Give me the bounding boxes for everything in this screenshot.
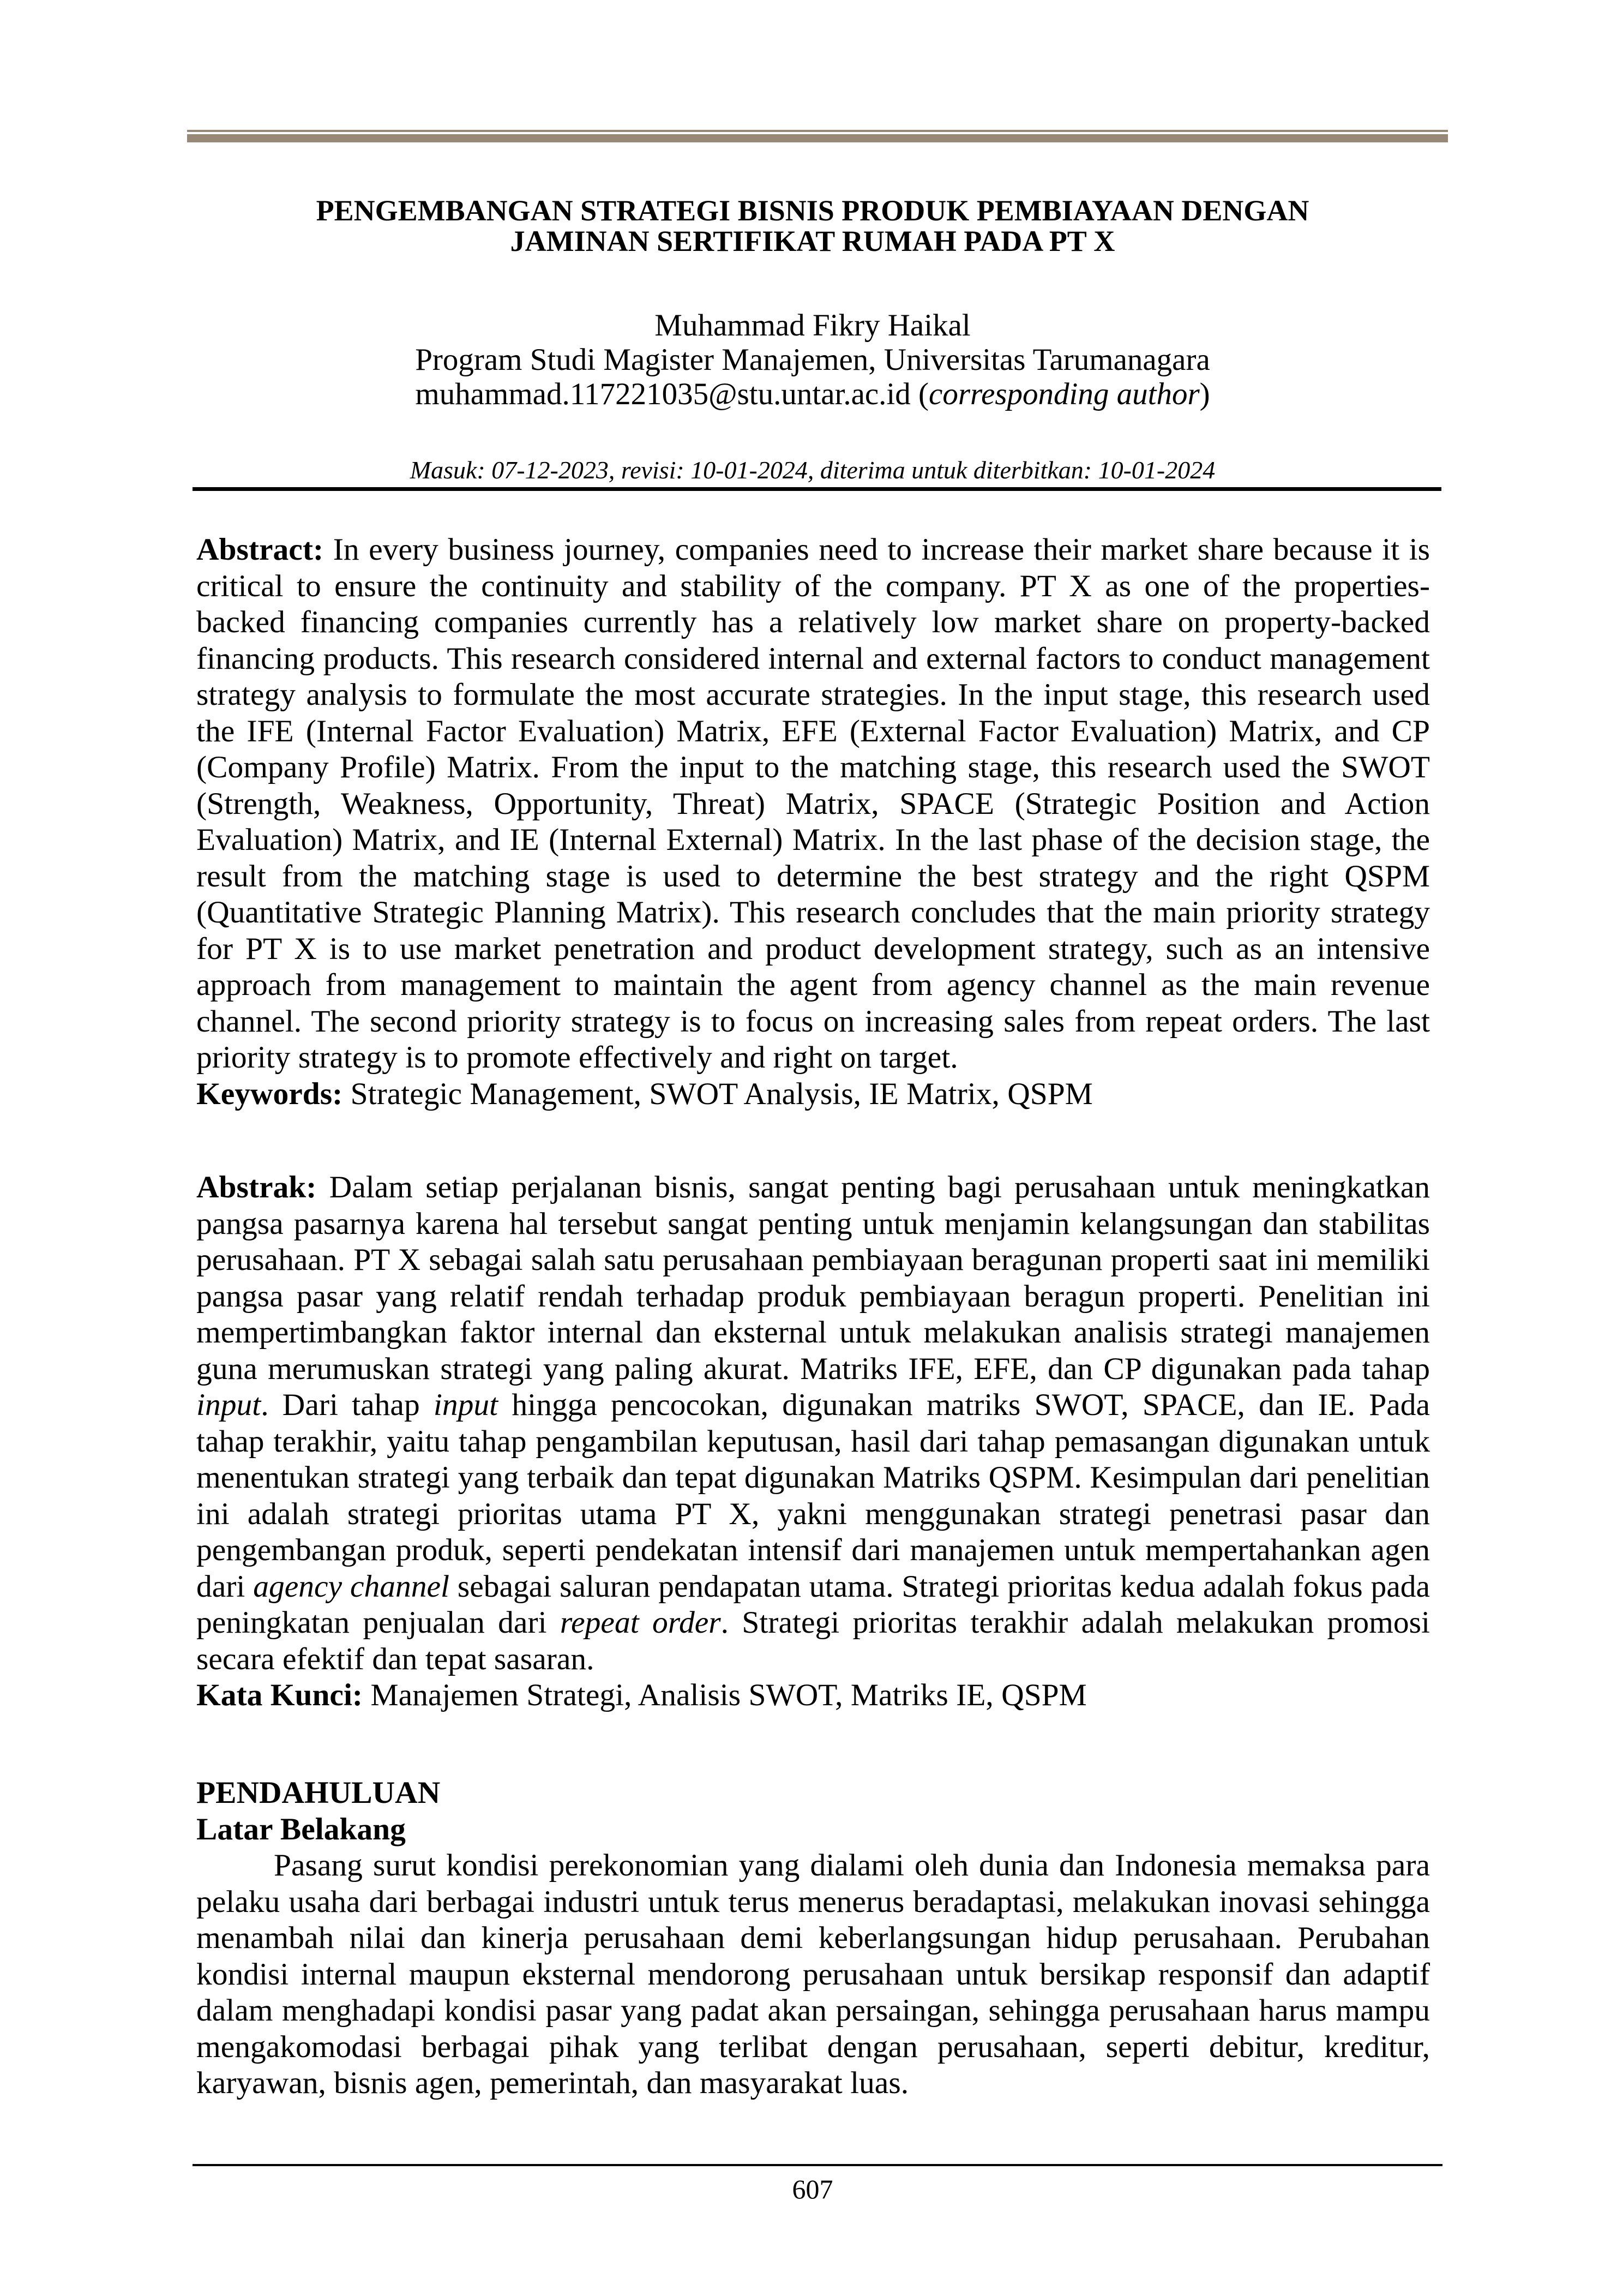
page-number: 607 (792, 2174, 833, 2204)
abstrak-segment: . Dari tahap (261, 1388, 434, 1422)
keywords-value: Strategic Management, SWOT Analysis, IE Matrix, QSPM (350, 1076, 1093, 1111)
header-rule-thick (187, 134, 1448, 142)
author-affiliation: Program Studi Magister Manajemen, Universitas Tarumanagara (415, 343, 1210, 377)
kata-kunci-value: Manajemen Strategi, Analisis SWOT, Matriks IE, QSPM (370, 1678, 1087, 1712)
abstract-body: In every business journey, companies need to increase their market share because it is critical to ensure the continuity and stability of the company. PT X as one of the properties-backed financing companies currently has a relatively low market share on property-backed financing products. This research considered internal and external factors to conduct management strategy analysis to formulate the most accurate strategies. In the input stage, this research used the IFE (Internal Factor Evaluation) Matrix, EFE (External Factor Evaluation) Matrix, and CP (Company Profile) Matrix. From the input to the matching stage, this research used the SWOT (Strength, Weakness, Opportunity, Threat) Matrix, SPACE (Strategic Position and Action Evaluation) Matrix, and IE (Internal External) Matrix. In the last phase of the decision stage, the result from the matching stage is used to determine the best strategy and the right QSPM (Quantitative Strategic Planning Matrix). This research concludes that the main priority strategy for PT X is to use market penetration and product development strategy, such as an intensive approach from management to maintain the agent from agency channel as the main revenue channel. The second priority strategy is to focus on increasing sales from repeat orders. The last priority strategy is to promote effectively and right on target. (196, 532, 1430, 1075)
abstract-english (196, 532, 1430, 1112)
author-email[interactable]: muhammad.117221035@stu.untar.ac.id (415, 377, 911, 411)
italic-term: repeat order (560, 1605, 721, 1640)
abstract-indonesian (196, 1170, 1430, 1714)
dates-rule (193, 487, 1441, 491)
subsection-heading: Latar Belakang (196, 1812, 406, 1847)
kata-kunci-label: Kata Kunci: (196, 1678, 363, 1712)
header-rule-thin (187, 130, 1448, 132)
introduction-section (196, 1775, 1430, 2102)
abstract-label: Abstract: (196, 532, 324, 567)
abstrak-label: Abstrak: (196, 1170, 317, 1204)
abstract-english-text (196, 532, 1430, 1076)
paper-title (196, 195, 1429, 256)
intro-paragraph: Pasang surut kondisi perekonomian yang dialami oleh dunia dan Indonesia memaksa para pelaku usaha dari berbagai industri untuk terus menerus beradaptasi, melakukan inovasi sehingga menambah nilai dan kinerja perusahaan demi keberlangsungan hidup perusahaan. Perubahan kondisi internal maupun eksternal mendorong perusahaan untuk bersikap responsif dan adaptif dalam menghadapi kondisi pasar yang padat akan persaingan, sehingga perusahaan harus mampu mengakomodasi berbagai pihak yang terlibat dengan perusahaan, seperti debitur, kreditur, karyawan, bisnis agen, pemerintah, dan masyarakat luas. (196, 1848, 1430, 2100)
footer-rule (193, 2164, 1442, 2166)
keywords-line (196, 1076, 1430, 1113)
italic-term: agency channel (253, 1569, 449, 1604)
section-heading: PENDAHULUAN (196, 1776, 441, 1810)
italic-term: input (196, 1388, 261, 1422)
paper-title-line-2: JAMINAN SERTIFIKAT RUMAH PADA PT X (510, 225, 1115, 257)
abstrak-body (196, 1170, 1430, 1676)
abstrak-segment: Dalam setiap perjalanan bisnis, sangat penting bagi perusahaan untuk meningkatkan pangsa pasarnya karena hal tersebut sangat penting untuk menjamin kelangsungan dan stabilitas perusahaan. PT X sebagai salah satu perusahaan pembiayaan beragunan properti saat ini memiliki pangsa pasar yang relatif rendah terhadap produk pembiayaan beragun properti. Penelitian ini mempertimbangkan faktor internal dan eksternal untuk melakukan analisis strategi manajemen guna merumuskan strategi yang paling akurat. Matriks IFE, EFE, dan CP digunakan pada tahap (196, 1170, 1430, 1386)
submission-dates: Masuk: 07-12-2023, revisi: 10-01-2024, diterima untuk diterbitkan: 10-01-2024 (410, 456, 1216, 484)
author-email-line: muhammad.117221035@stu.untar.ac.id (corresponding author) (415, 377, 1210, 411)
keywords-label: Keywords: (196, 1076, 343, 1111)
abstrak-text (196, 1170, 1430, 1677)
kata-kunci-line (196, 1677, 1430, 1714)
author-name: Muhammad Fikry Haikal (654, 308, 971, 343)
abstrak-segment: . Strategi prioritas terakhir adalah melakukan promosi secara efektif dan tepat sasaran. (196, 1605, 1430, 1676)
italic-term: input (433, 1388, 498, 1422)
author-block (196, 308, 1429, 411)
abstrak-segment: hingga pencocokan, digunakan matriks SWOT, SPACE, dan IE. Pada tahap terakhir, yaitu tahap pengambilan keputusan, hasil dari tahap pemasangan digunakan untuk menentukan strategi yang terbaik dan tepat digunakan Matriks QSPM. Kesimpulan dari penelitian ini adalah strategi prioritas utama PT X, yakni menggunakan strategi penetrasi pasar dan pengembangan produk, seperti pendekatan intensif dari manajemen untuk mempertahankan agen dari (196, 1388, 1430, 1604)
abstrak-segment: sebagai saluran pendapatan utama. Strategi prioritas kedua adalah fokus pada peningkatan penjualan dari (196, 1569, 1430, 1640)
corresponding-author-note: corresponding author (929, 377, 1200, 411)
paper-title-line-1: PENGEMBANGAN STRATEGI BISNIS PRODUK PEMBIAYAAN DENGAN (316, 194, 1309, 227)
